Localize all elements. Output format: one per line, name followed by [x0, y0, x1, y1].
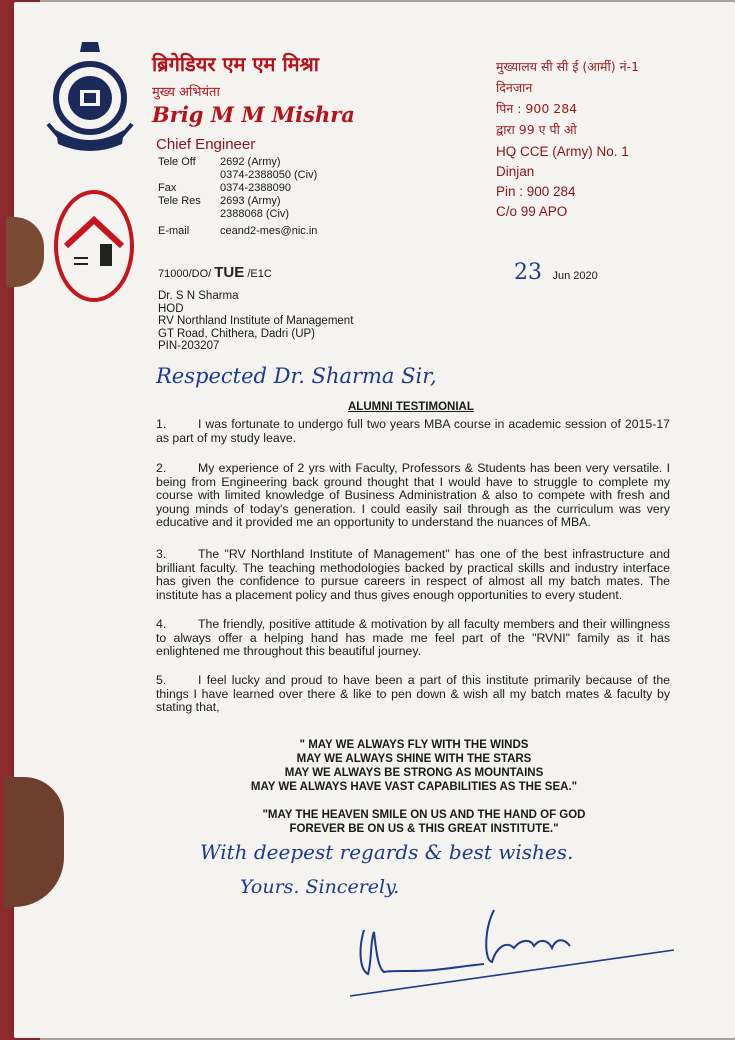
address-english-line: C/o 99 APO	[496, 204, 568, 219]
recipient-line: RV Northland Institute of Management	[158, 315, 354, 327]
address-hindi-line: मुख्यालय सी सी ई (आर्मी) नं-1	[496, 59, 640, 74]
holding-finger	[6, 217, 44, 287]
contact-label: Fax	[158, 182, 177, 194]
paragraph-text: My experience of 2 yrs with Faculty, Professors & Students has been very versatile. I being from Engineering back ground thought that I would have to struggle to complete my course with limited knowledge of Business Administration & also to compete with fresh and young minds of today's generation. I could easily sail through as the curriculum was very educative and it provided me an opportunity to understand the nuances of MBA.	[156, 461, 670, 530]
recipient-line: HOD	[158, 302, 184, 315]
contact-row	[158, 208, 358, 221]
address-hindi-line: दिनजान	[496, 80, 533, 95]
reference-prefix: 71000/DO/	[158, 268, 212, 280]
contact-value: 2693 (Army)	[220, 195, 281, 207]
address-hindi-line: पिन : 900 284	[496, 101, 578, 116]
subject-title: ALUMNI TESTIMONIAL	[348, 401, 474, 413]
reference-number	[158, 264, 272, 281]
quote-line: MAY WE ALWAYS SHINE WITH THE STARS	[296, 753, 532, 765]
designation-english: Chief Engineer	[156, 136, 256, 153]
paragraph-number: 4.	[156, 617, 167, 631]
closing-regards: With deepest regards & best wishes.	[200, 840, 574, 864]
house-logo-icon	[52, 188, 136, 304]
paragraph-2	[156, 462, 670, 530]
signature	[334, 890, 694, 1000]
letter-page	[14, 2, 735, 1038]
paragraph-number: 5.	[156, 673, 167, 687]
contact-value: ceand2-mes@nic.in	[220, 225, 318, 237]
address-hindi-line: द्वारा 99 ए पी ओ	[496, 122, 577, 137]
paragraph-number: 1.	[156, 417, 167, 431]
date-month-year: Jun 2020	[552, 270, 598, 282]
paragraph-5	[156, 674, 670, 715]
quote-line: " MAY WE ALWAYS FLY WITH THE WINDS	[299, 739, 529, 751]
recipient-line: GT Road, Chithera, Dadri (UP)	[158, 327, 316, 340]
paragraph-text: The "RV Northland Institute of Management" has one of the best infrastructure and brilliant faculty. The teaching methodologies backed by practical skills and industry interface has given the confidence to pursue careers in respect of almost all my batch mates. The institute has a placement policy and thus gives enough opportunities to every student.	[156, 547, 670, 602]
quote-line: MAY WE ALWAYS HAVE VAST CAPABILITIES AS THE SEA."	[250, 781, 578, 793]
address-english-line: Dinjan	[496, 164, 535, 179]
address-hindi	[496, 56, 639, 140]
contact-row	[158, 182, 358, 195]
contact-block	[158, 156, 358, 238]
salutation: Respected Dr. Sharma Sir,	[156, 364, 437, 388]
quote-blessing	[204, 808, 644, 836]
contact-value: 2388068 (Civ)	[220, 208, 290, 220]
paragraph-number: 3.	[156, 547, 167, 561]
army-emblem-icon	[42, 38, 138, 156]
contact-label: Tele Off	[158, 156, 196, 168]
paragraph-1	[156, 418, 670, 445]
recipient-address	[158, 290, 353, 353]
recipient-line: Dr. S N Sharma	[158, 290, 239, 302]
paragraph-3	[156, 548, 670, 602]
designation-hindi: मुख्य अभियंता	[152, 85, 220, 100]
contact-label: E-mail	[158, 225, 190, 237]
address-english-line: Pin : 900 284	[496, 184, 576, 199]
contact-value: 0374-2388090	[220, 182, 291, 194]
contact-row	[158, 225, 358, 238]
contact-label	[158, 208, 220, 221]
contact-label: Tele Res	[158, 195, 201, 207]
contact-value: 0374-2388050 (Civ)	[220, 169, 318, 181]
name-hindi: ब्रिगेडियर एम एम मिश्रा	[152, 52, 319, 76]
quote-line: FOREVER BE ON US & THIS GREAT INSTITUTE."	[289, 823, 559, 835]
closing-sincerely: Yours. Sincerely.	[240, 876, 400, 898]
contact-label	[158, 169, 220, 182]
letter-date	[514, 260, 598, 285]
paragraph-text: I was fortunate to undergo full two years MBA course in academic session of 2015-17 as part of my study leave.	[156, 417, 670, 445]
address-english	[496, 142, 629, 222]
paragraph-number: 2.	[156, 461, 167, 475]
paragraph-4	[156, 618, 670, 659]
reference-handwritten: TUE	[214, 264, 245, 281]
holding-thumb	[4, 777, 64, 907]
address-english-line: HQ CCE (Army) No. 1	[496, 144, 629, 159]
paragraph-text: The friendly, positive attitude & motivation by all faculty members and their willingness to always offer a helping hand has made me feel part of the "RVNI" family as it has enlightened me throughout this beautiful journey.	[156, 617, 670, 659]
date-day: 23	[514, 260, 542, 285]
contact-row	[158, 156, 358, 169]
quote-wishes	[194, 738, 634, 794]
contact-row	[158, 169, 358, 182]
recipient-line: PIN-203207	[158, 340, 220, 352]
paragraph-text: I feel lucky and proud to have been a part of this institute primarily because of the things I have learned over there & like to pen down & wish all my batch mates & faculty by stating that,	[156, 673, 670, 715]
contact-row	[158, 195, 358, 208]
contact-value: 2692 (Army)	[220, 156, 281, 168]
name-english: Brig M M Mishra	[152, 102, 355, 127]
quote-line: "MAY THE HEAVEN SMILE ON US AND THE HAND OF GOD	[262, 809, 586, 821]
reference-suffix: /E1C	[247, 268, 272, 280]
quote-line: MAY WE ALWAYS BE STRONG AS MOUNTAINS	[284, 767, 544, 779]
